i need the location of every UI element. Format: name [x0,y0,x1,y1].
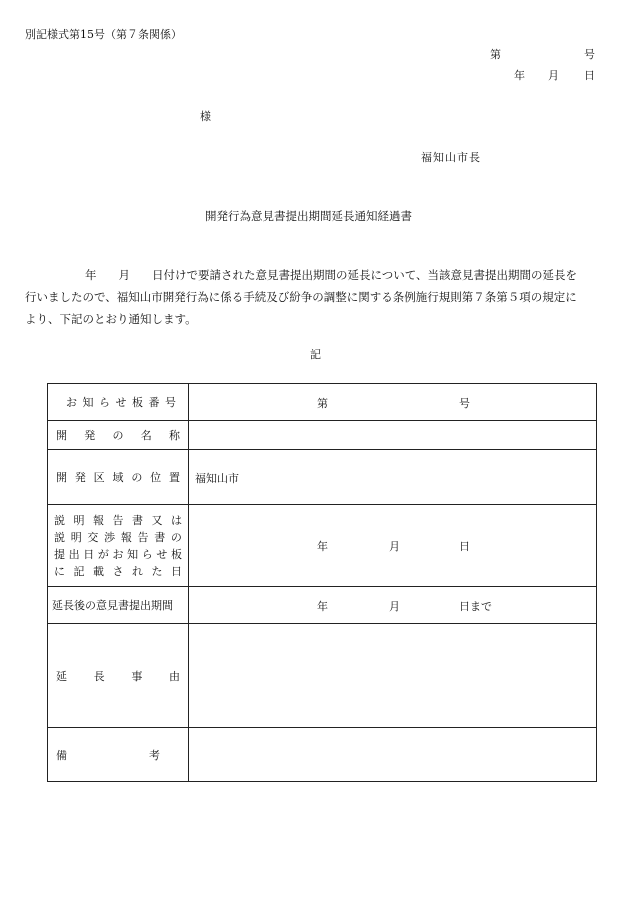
ki-heading: 記 [310,348,321,361]
table-row [48,505,597,587]
label-extended-period: 延長後の意見書提出期間 [48,587,189,624]
body-line-1: 年 月 日付けで要請された意見書提出期間の延長について、当該意見書提出期間の延長を [85,268,578,282]
table-row [48,384,597,421]
table-row [48,624,597,728]
value-explanation-report-date[interactable]: 年 月 日 [189,505,597,587]
value-development-location[interactable]: 福知山市 [189,450,597,505]
value-notice-board-number[interactable]: 第 号 [189,384,597,421]
body-text [25,264,615,330]
doc-number-suffix: 号 [584,48,595,61]
doc-number-prefix: 第 [490,48,501,61]
label-development-location: 開 発 区 域 の 位 置 [48,450,189,505]
value-extended-period[interactable]: 年 月 日まで [189,587,597,624]
date-year: 年 [514,69,525,82]
label-explanation-report-date: 説 明 報 告 書 又 は 説 明 交 渉 報 告 書 の 提 出 日 が お 知 ら せ 板 に 記 載 さ れ た 日 [48,505,189,587]
value-extension-reason[interactable] [189,624,597,728]
label-extension-reason: 延 長 事 由 [48,624,189,728]
table-row [48,587,597,624]
table-row [48,421,597,450]
table-row [48,450,597,505]
body-line-2: 行いましたので、福知山市開発行為に係る手続及び紛争の調整に関する条例施行規則第７条第５項の規定に [25,290,577,304]
document-title: 開発行為意見書提出期間延長通知経過書 [205,209,412,223]
body-line-3: より、下記のとおり通知します。 [25,312,197,326]
label-remarks: 備 考 [48,728,189,782]
label-notice-board-number: お 知 ら せ 板 番 号 [48,384,189,421]
date-month: 月 [548,69,559,82]
issuer: 福知山市長 [421,151,481,164]
date-day: 日 [584,69,595,82]
table-row [48,728,597,782]
notice-table [47,383,597,782]
value-remarks[interactable] [189,728,597,782]
value-development-name[interactable] [189,421,597,450]
form-id: 別記様式第15号（第７条関係） [25,28,182,41]
label-development-name: 開 発 の 名 称 [48,421,189,450]
addressee-suffix: 様 [200,110,211,123]
